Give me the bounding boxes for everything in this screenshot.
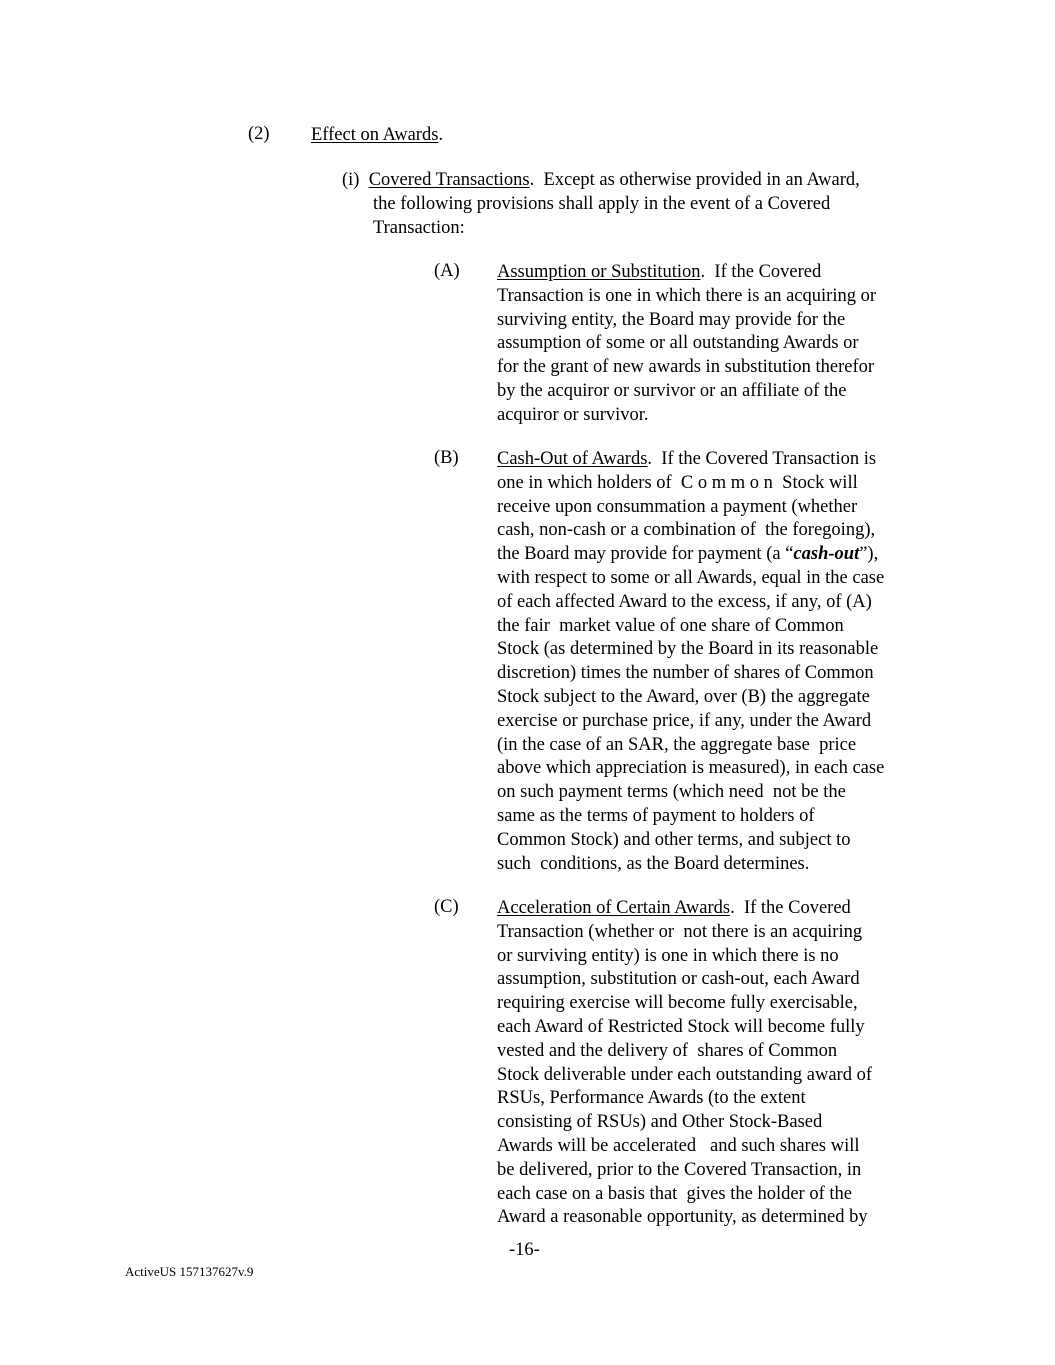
page-number: -16- bbox=[509, 1240, 540, 1260]
item-line: (in the case of an SAR, the aggregate base price bbox=[497, 734, 857, 755]
subsection-line: the following provisions shall apply in the event of a Covered bbox=[373, 193, 831, 214]
item-line: Awards will be accelerated and such shares will bbox=[497, 1135, 860, 1156]
item-line: Award a reasonable opportunity, as determined by bbox=[497, 1207, 868, 1228]
item-line: receive upon consummation a payment (whether bbox=[497, 496, 858, 517]
item-line: Stock (as determined by the Board in its reasonable bbox=[497, 639, 879, 660]
item-label-b: (B) bbox=[434, 448, 459, 468]
defined-term-cash-out: cash-out bbox=[793, 544, 860, 565]
subsection-first-line-text: . Except as otherwise provided in an Award, bbox=[529, 170, 860, 190]
item-line: cash, non-cash or a combination of the foregoing), bbox=[497, 520, 876, 541]
subsection-line: Transaction: bbox=[373, 217, 465, 238]
item-line: same as the terms of payment to holders of bbox=[497, 805, 815, 826]
item-line: Stock deliverable under each outstanding award of bbox=[497, 1064, 873, 1085]
item-label-c: (C) bbox=[434, 897, 459, 917]
item-body-b bbox=[497, 448, 884, 876]
item-heading-b: Cash-Out of Awards bbox=[497, 449, 648, 469]
item-first-line-text: . If the Covered bbox=[700, 262, 822, 282]
item-line: vested and the delivery of shares of Common bbox=[497, 1040, 838, 1061]
item-line: exercise or purchase price, if any, under the Award bbox=[497, 710, 872, 731]
item-line: by the acquiror or survivor or an affiliate of the bbox=[497, 380, 847, 401]
item-line: discretion) times the number of shares of Common bbox=[497, 663, 874, 684]
item-line: consisting of RSUs) and Other Stock-Based bbox=[497, 1112, 823, 1133]
item-first-line-text: . If the Covered bbox=[730, 898, 851, 918]
item-line: RSUs, Performance Awards (to the extent bbox=[497, 1088, 806, 1109]
item-line bbox=[497, 543, 884, 567]
section-heading: Effect on Awards bbox=[311, 125, 439, 145]
item-line: the fair market value of one share of Common bbox=[497, 615, 844, 636]
section-heading-trail: . bbox=[438, 125, 444, 145]
document-id: ActiveUS 157137627v.9 bbox=[125, 1264, 254, 1279]
item-line: such conditions, as the Board determines. bbox=[497, 853, 810, 874]
item-line: Stock subject to the Award, over (B) the aggregate bbox=[497, 686, 870, 707]
item-line: be delivered, prior to the Covered Transaction, in bbox=[497, 1159, 862, 1180]
item-line: Common Stock) and other terms, and subject to bbox=[497, 829, 851, 850]
item-line: requiring exercise will become fully exercisable, bbox=[497, 993, 858, 1014]
section-heading-line bbox=[311, 124, 443, 148]
subsection-block bbox=[342, 169, 860, 240]
item-heading-a: Assumption or Substitution bbox=[497, 262, 701, 282]
subsection-number: (i) bbox=[342, 170, 360, 190]
item-line: each Award of Restricted Stock will become fully bbox=[497, 1016, 865, 1037]
subsection-heading: Covered Transactions bbox=[368, 170, 530, 190]
item-body-c bbox=[497, 897, 872, 1230]
cash-out-trail-text: ”), bbox=[859, 544, 879, 565]
item-line: of each affected Award to the excess, if any, of (A) bbox=[497, 591, 872, 612]
item-heading-c: Acceleration of Certain Awards bbox=[497, 898, 731, 918]
item-body-a bbox=[497, 261, 876, 428]
cash-out-lead-text: the Board may provide for payment (a “ bbox=[497, 544, 794, 565]
item-line: for the grant of new awards in substitution therefor bbox=[497, 357, 875, 378]
item-line: on such payment terms (which need not be the bbox=[497, 782, 846, 803]
item-line: assumption, substitution or cash-out, each Award bbox=[497, 969, 860, 990]
item-line: each case on a basis that gives the holder of the bbox=[497, 1183, 852, 1204]
item-line: above which appreciation is measured), in each case bbox=[497, 758, 885, 779]
item-first-line-text: . If the Covered Transaction is bbox=[647, 449, 877, 469]
item-line: Transaction (whether or not there is an acquiring bbox=[497, 921, 863, 942]
item-line: surviving entity, the Board may provide for the bbox=[497, 309, 846, 330]
item-line: Transaction is one in which there is an acquiring or bbox=[497, 285, 876, 306]
item-line: assumption of some or all outstanding Awards or bbox=[497, 333, 859, 354]
item-line: or surviving entity) is one in which there is no bbox=[497, 945, 839, 966]
section-number: (2) bbox=[248, 124, 270, 144]
item-line: acquiror or survivor. bbox=[497, 404, 649, 425]
item-line: with respect to some or all Awards, equal in the case bbox=[497, 567, 885, 588]
item-label-a: (A) bbox=[434, 261, 460, 281]
item-line: one in which holders of C o m m o n Stock will bbox=[497, 472, 858, 493]
